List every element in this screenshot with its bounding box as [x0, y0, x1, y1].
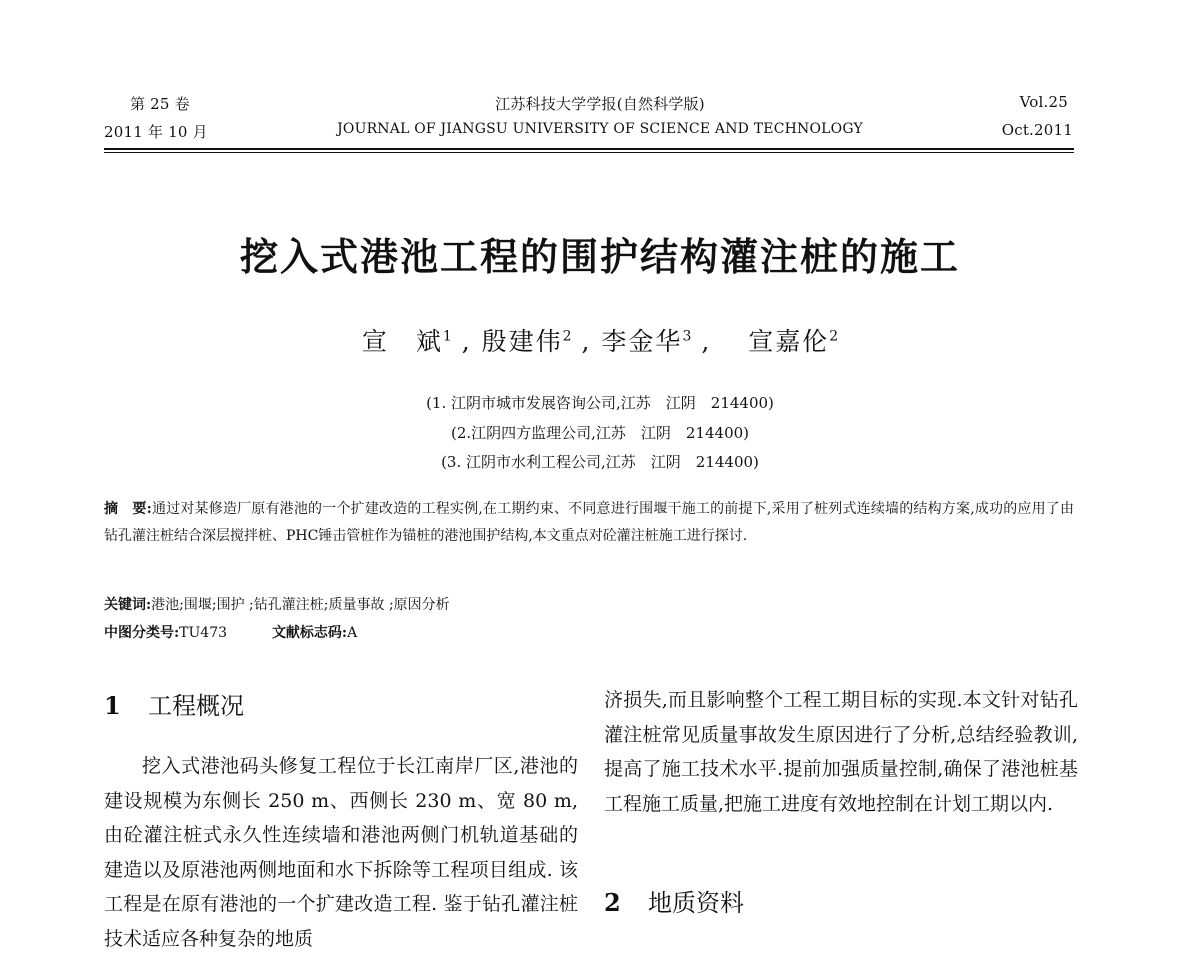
author-list: 宣 斌$^1$ , 殷建伟$^2$ , 李金华$^3$ , 宣嘉伦$^2$: [361, 327, 839, 356]
date-cn: 2011 年 10 月: [104, 123, 208, 141]
keywords: [104, 594, 450, 614]
abstract-text: 通过对某修造厂原有港池的一个扩建改造的工程实例,在工期约束、不同意进行围堰干施工的前提下,采用了桩列式连续墙的结构方案,成功的应用了由钻孔灌注桩结合深层搅拌桩、PHC锤击管桩作为锚桩的港池围护结构,本文重点对砼灌注桩施工进行探讨.: [104, 501, 1074, 544]
author-name: 殷建伟: [481, 327, 563, 356]
header-rule-thick: [104, 148, 1074, 150]
doc-code-label: 文献标志码:: [271, 625, 348, 641]
affiliation-2: (2.江阴四方监理公司,江苏 江阴 214400): [450, 424, 750, 442]
clc-value: TU473: [179, 625, 228, 641]
section-title: 地质资料: [648, 889, 744, 917]
journal-title-en: JOURNAL OF JIANGSU UNIVERSITY OF SCIENCE AND TECHNOLOGY: [337, 121, 863, 137]
author-affiliation-mark: 2: [829, 328, 839, 345]
section-number: 1: [104, 691, 121, 720]
keywords-text: 港池;围堰;围护 ;钻孔灌注桩;质量事故 ;原因分析: [151, 597, 450, 613]
section-number: 2: [604, 888, 621, 917]
keywords-label: 关键词:: [104, 597, 152, 613]
header-rule-thin: [104, 152, 1074, 153]
body-paragraph: 济损失,而且影响整个工程工期目标的实现.本文针对钻孔灌注桩常见质量事故发生原因进行了分析,总结经验教训,提高了施工技术水平.提前加强质量控制,确保了港池桩基工程施工质量,把施工进度有效地控制在计划工期以内.: [604, 689, 1078, 815]
section-title: 工程概况: [148, 692, 244, 720]
section-1-body: [104, 749, 578, 956]
abstract: [104, 496, 1074, 550]
section-1-heading: [104, 686, 244, 721]
affiliation-3: (3. 江阴市水利工程公司,江苏 江阴 214400): [441, 453, 759, 471]
date-en: Oct.2011: [1001, 121, 1073, 139]
author-name: 宣嘉伦: [748, 327, 830, 356]
author-name: 宣 斌: [361, 327, 443, 356]
author-affiliation-mark: 2: [562, 328, 572, 345]
author-affiliation-mark: 1: [442, 328, 452, 345]
body-paragraph: 挖入式港池码头修复工程位于长江南岸厂区,港池的建设规模为东侧长 250 m、西侧长 230 m、宽 80 m,由砼灌注桩式永久性连续墙和港池两侧门机轨道基础的建造以及原港池两侧地面和水下拆除等工程项目组成. 该工程是在原有港池的一个扩建改造工程. 鉴于钻孔灌注桩技术适应各种复杂的地质: [104, 755, 578, 950]
section-2-heading: [604, 883, 744, 918]
affiliation-1: (1. 江阴市城市发展咨询公司,江苏 江阴 214400): [426, 394, 774, 412]
right-column-body: [604, 683, 1078, 821]
volume-cn: 第 25 卷: [130, 95, 190, 113]
classification: [104, 622, 357, 642]
clc-label: 中图分类号:: [104, 625, 180, 641]
journal-title-cn: 江苏科技大学学报(自然科学版): [495, 95, 705, 113]
volume-en: Vol.25: [1019, 93, 1068, 111]
author-affiliation-mark: 3: [682, 328, 692, 345]
doc-code-value: A: [347, 625, 358, 641]
author-name: 李金华: [601, 327, 683, 356]
abstract-label: 摘 要:: [104, 501, 152, 517]
article-title: 挖入式港池工程的围护结构灌注桩的施工: [239, 235, 960, 279]
